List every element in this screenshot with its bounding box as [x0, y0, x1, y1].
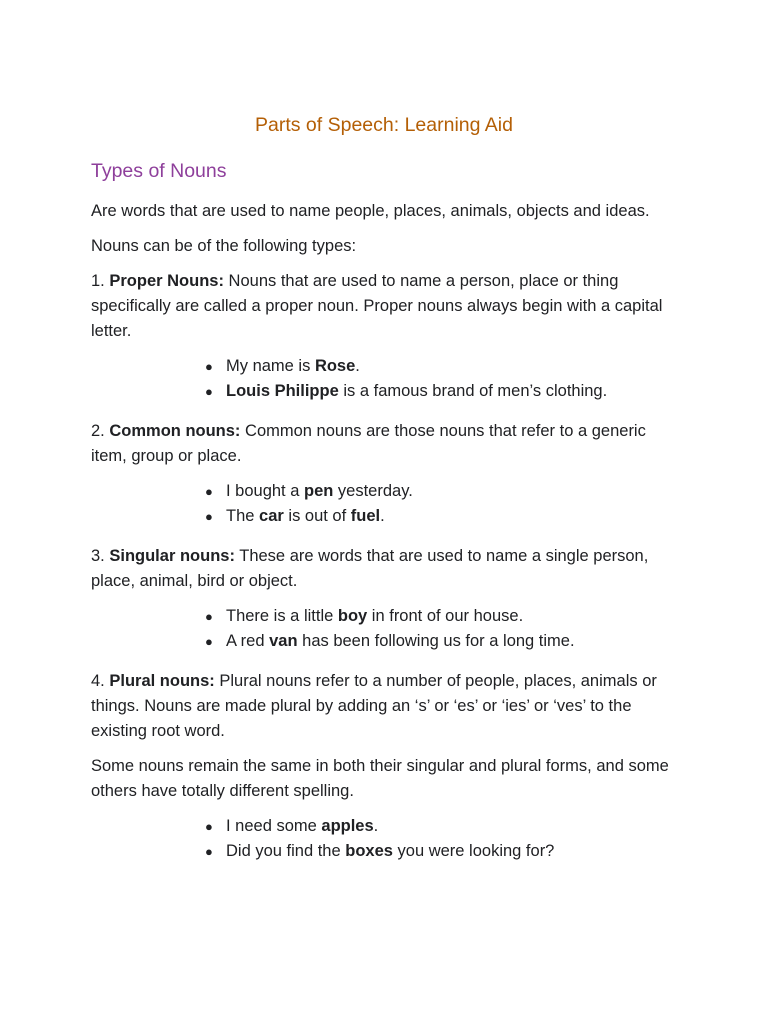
example-text: There is a little	[226, 607, 338, 625]
noun-type-singular	[91, 544, 681, 594]
example-text: yesterday.	[333, 482, 413, 500]
example-text: is a famous brand of men’s clothing.	[338, 382, 608, 400]
list-item	[205, 354, 681, 379]
noun-type-term: Singular nouns:	[109, 547, 235, 565]
bullet-icon: ●	[205, 844, 213, 859]
bullet-icon: ●	[205, 509, 213, 524]
example-list	[91, 604, 681, 654]
example-keyword: boy	[337, 607, 368, 625]
noun-type-definition: Common nouns are those nouns that refer to a generic item, group or place.	[91, 422, 646, 465]
bullet-icon: ●	[205, 609, 213, 624]
example-text: .	[373, 817, 379, 835]
example-text: I need some	[226, 817, 322, 835]
noun-type-number: 4.	[91, 672, 105, 690]
noun-type-common	[91, 419, 681, 469]
list-item	[205, 629, 681, 654]
noun-type-term: Common nouns:	[109, 422, 241, 440]
example-text: Did you find the	[226, 842, 346, 860]
example-keyword: car	[259, 507, 284, 525]
intro-paragraph: Are words that are used to name people, places, animals, objects and ideas.	[91, 202, 650, 220]
example-text: is out of	[283, 507, 351, 525]
example-keyword: Louis Philippe	[226, 382, 339, 400]
types-intro-paragraph: Nouns can be of the following types:	[91, 237, 357, 255]
example-text: My name is	[226, 357, 315, 375]
noun-type-definition: These are words that are used to name a single person, place, animal, bird or object.	[91, 547, 649, 590]
bullet-icon: ●	[205, 634, 213, 649]
example-list	[91, 479, 681, 529]
noun-type-number: 3.	[91, 547, 105, 565]
example-text: I bought a	[226, 482, 304, 500]
example-text: A red	[226, 632, 270, 650]
bullet-icon: ●	[205, 384, 213, 399]
noun-type-proper	[91, 269, 681, 344]
list-item	[205, 604, 681, 629]
list-item	[205, 504, 681, 529]
example-keyword: boxes	[345, 842, 393, 860]
example-text: has been following us for a long time.	[297, 632, 575, 650]
example-list	[91, 354, 681, 404]
example-text: you were looking for?	[392, 842, 555, 860]
bullet-icon: ●	[205, 484, 213, 499]
list-item	[205, 814, 681, 839]
noun-type-term: Proper Nouns:	[109, 272, 224, 290]
example-text: .	[380, 507, 385, 525]
example-keyword: Rose	[314, 357, 356, 375]
noun-type-definition: Nouns that are used to name a person, place or thing specifically are called a proper noun. Proper nouns always begin with a capital letter.	[91, 272, 663, 340]
noun-type-number: 2.	[91, 422, 105, 440]
noun-type-definition: Plural nouns refer to a number of people, places, animals or things. Nouns are made plural by adding an ‘s’ or ‘es’ or ‘ies’ or ‘ves’ to the existing root word.	[91, 672, 657, 740]
example-keyword: van	[269, 632, 298, 650]
example-keyword: apples	[321, 817, 374, 835]
example-keyword: fuel	[350, 507, 381, 525]
noun-type-number: 1.	[91, 272, 105, 290]
bullet-icon: ●	[205, 359, 213, 374]
noun-type-plural	[91, 669, 681, 744]
plural-note-paragraph: Some nouns remain the same in both their singular and plural forms, and some others have totally different spelling.	[91, 757, 669, 800]
bullet-icon: ●	[205, 819, 213, 834]
list-item	[205, 479, 681, 504]
noun-type-term: Plural nouns:	[109, 672, 215, 690]
example-list	[91, 814, 681, 864]
example-text: The	[226, 507, 260, 525]
section-heading: Types of Nouns	[91, 160, 227, 182]
document-title: Parts of Speech: Learning Aid	[254, 114, 513, 136]
list-item	[205, 839, 681, 864]
example-keyword: pen	[303, 482, 334, 500]
document-body	[91, 157, 681, 879]
example-text: in front of our house.	[367, 607, 524, 625]
example-text: .	[355, 357, 360, 375]
list-item	[205, 379, 681, 404]
